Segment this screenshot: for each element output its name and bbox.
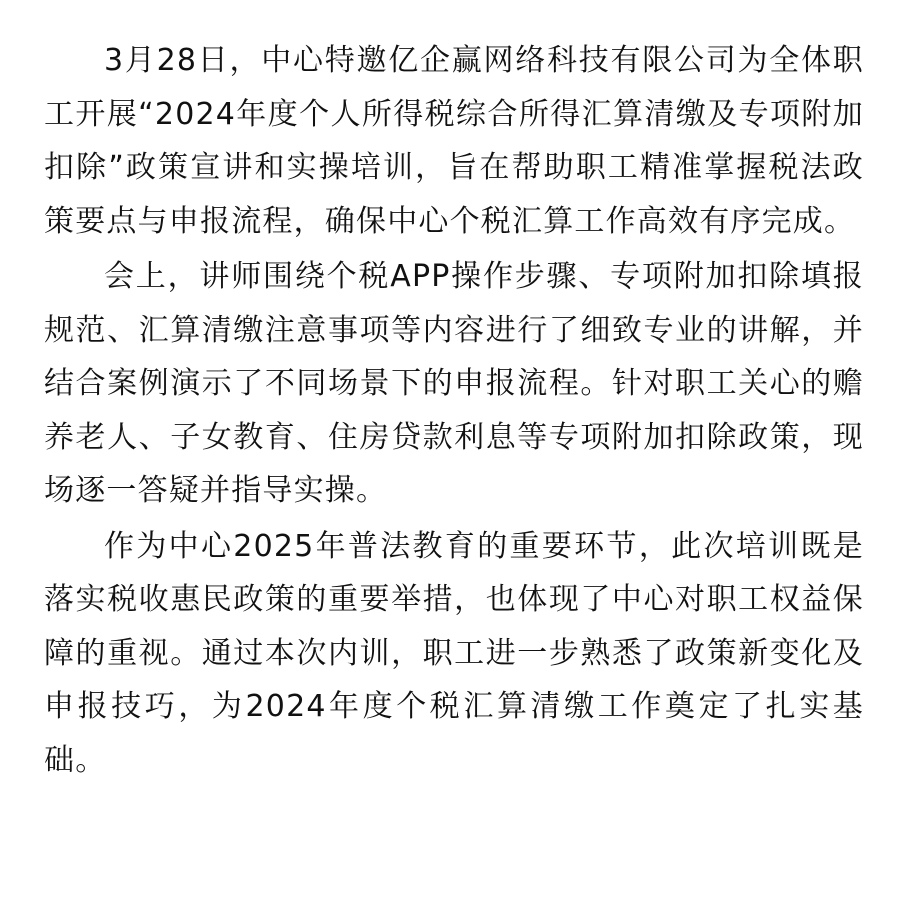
paragraph-3: 作为中心2025年普法教育的重要环节，此次培训既是落实税收惠民政策的重要举措，也体现了中心对职工权益保障的重视。通过本次内训，职工进一步熟悉了政策新变化及申报技巧，为2024年度个税汇算清缴工作奠定了扎实基础。 <box>44 528 864 778</box>
article-body <box>44 34 864 789</box>
paragraph-1: 3月28日，中心特邀亿企赢网络科技有限公司为全体职工开展“2024年度个人所得税综合所得汇算清缴及专项附加扣除”政策宣讲和实操培训，旨在帮助职工精准掌握税法政策要点与申报流程，确保中心个税汇算工作高效有序完成。 <box>44 43 864 239</box>
paragraph-2: 会上，讲师围绕个税APP操作步骤、专项附加扣除填报规范、汇算清缴注意事项等内容进行了细致专业的讲解，并结合案例演示了不同场景下的申报流程。针对职工关心的赡养老人、子女教育、住房贷款利息等专项附加扣除政策，现场逐一答疑并指导实操。 <box>44 259 864 508</box>
